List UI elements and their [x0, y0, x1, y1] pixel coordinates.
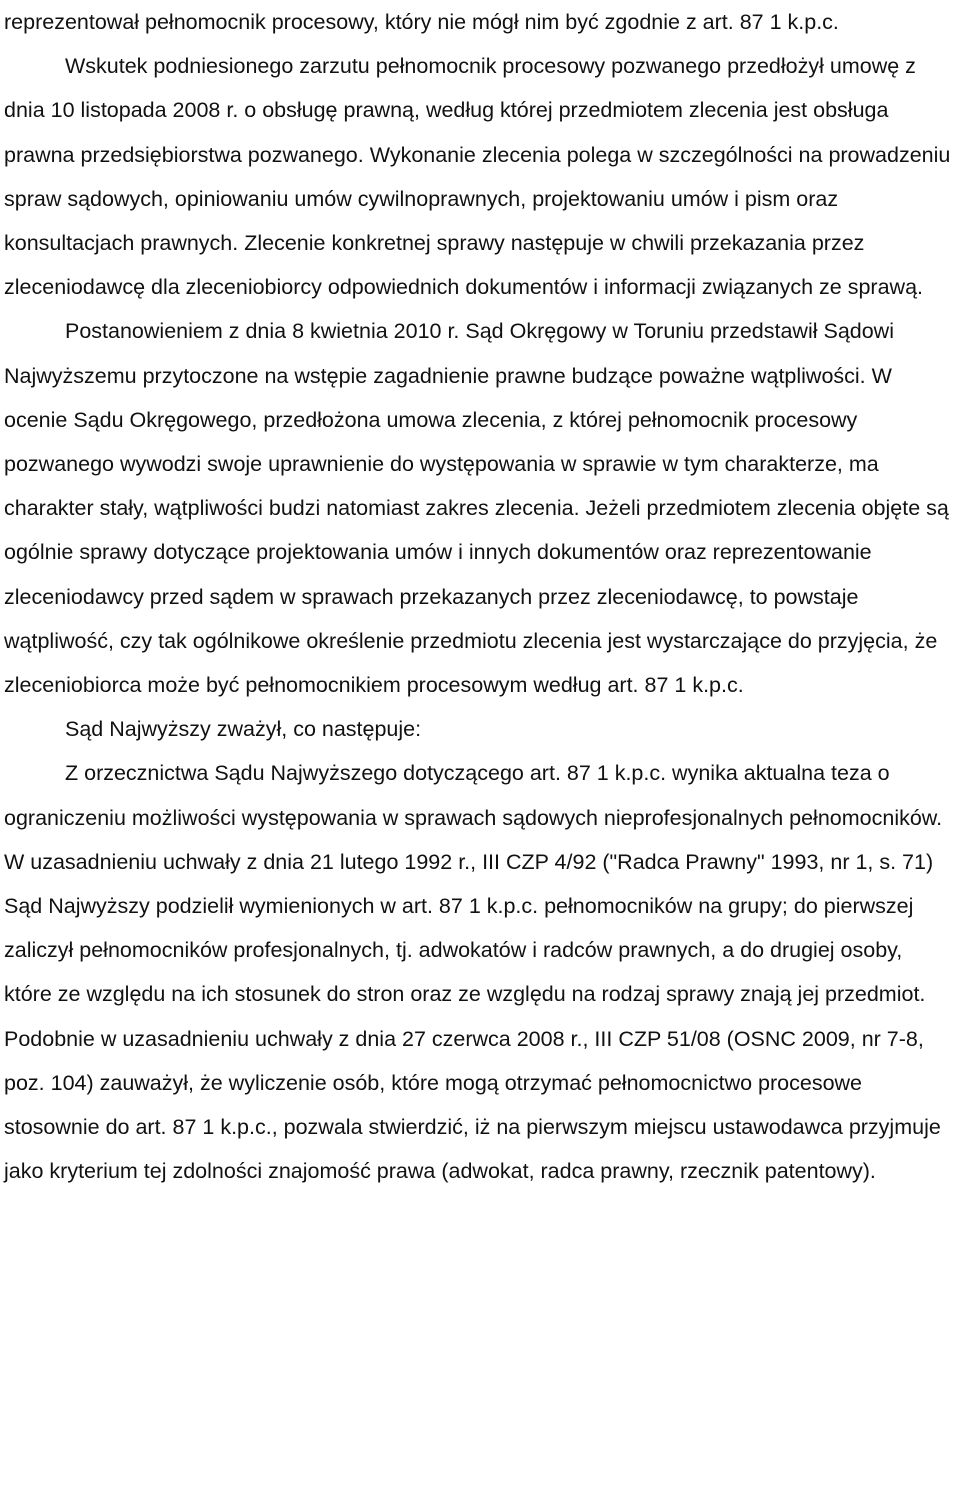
- paragraph-4: Sąd Najwyższy zważył, co następuje:: [65, 717, 422, 742]
- paragraph-5: Z orzecznictwa Sądu Najwyższego dotyczącego art. 87 1 k.p.c. wynika aktualna teza o ograniczeniu możliwości występowania w sprawach sądowych nieprofesjonalnych pełnomocników. W uzasadnieniu uchwały z dnia 21 lutego 1992 r., III CZP 4/92 ("Radca Prawny" 1993, nr 1, s. 71) Sąd Najwyższy podzielił wymienionych w art. 87 1 k.p.c. pełnomocników na grupy; do pierwszej zaliczył pełnomocników profesjonalnych, tj. adwokatów i radców prawnych, a do drugiej osoby, które ze względu na ich stosunek do stron oraz ze względu na rodzaj sprawy znają jej przedmiot. Podobnie w uzasadnieniu uchwały z dnia 27 czerwca 2008 r., III CZP 51/08 (OSNC 2009, nr 7-8, poz. 104) zauważył, że wyliczenie osób, które mogą otrzymać pełnomocnictwo procesowe stosownie do art. 87 1 k.p.c., pozwala stwierdzić, iż na pierwszym miejscu ustawodawca przyjmuje jako kryterium tej zdolności znajomość prawa (adwokat, radca prawny, rzecznik patentowy).: [4, 761, 943, 1184]
- paragraph-1: reprezentował pełnomocnik procesowy, który nie mógł nim być zgodnie z art. 87 1 k.p.c.: [4, 10, 839, 34]
- paragraph-3: Postanowieniem z dnia 8 kwietnia 2010 r. Sąd Okręgowy w Toruniu przedstawił Sądowi Najwyższemu przytoczone na wstępie zagadnienie prawne budzące poważne wątpliwości. W ocenie Sądu Okręgowego, przedłożona umowa zlecenia, z której pełnomocnik procesowy pozwanego wywodzi swoje uprawnienie do występowania w sprawie w tym charakterze, ma charakter stały, wątpliwości budzi natomiast zakres zlecenia. Jeżeli przedmiotem zlecenia objęte są ogólnie sprawy dotyczące projektowania umów i innych dokumentów oraz reprezentowanie zleceniodawcy przed sądem w sprawach przekazanych przez zleceniodawcę, to powstaje wątpliwość, czy tak ogólnikowe określenie przedmiotu zlecenia jest wystarczające do przyjęcia, że zleceniobiorca może być pełnomocnikiem procesowym według art. 87 1 k.p.c.: [4, 319, 949, 698]
- paragraph-2: Wskutek podniesionego zarzutu pełnomocnik procesowy pozwanego przedłożył umowę z dnia 10 listopada 2008 r. o obsługę prawną, według której przedmiotem zlecenia jest obsługa prawna przedsiębiorstwa pozwanego. Wykonanie zlecenia polega w szczególności na prowadzeniu spraw sądowych, opiniowaniu umów cywilnoprawnych, projektowaniu umów i pism oraz konsultacjach prawnych. Zlecenie konkretnej sprawy następuje w chwili przekazania przez zleceniodawcę dla zleceniobiorcy odpowiednich dokumentów i informacji związanych ze sprawą.: [4, 54, 951, 300]
